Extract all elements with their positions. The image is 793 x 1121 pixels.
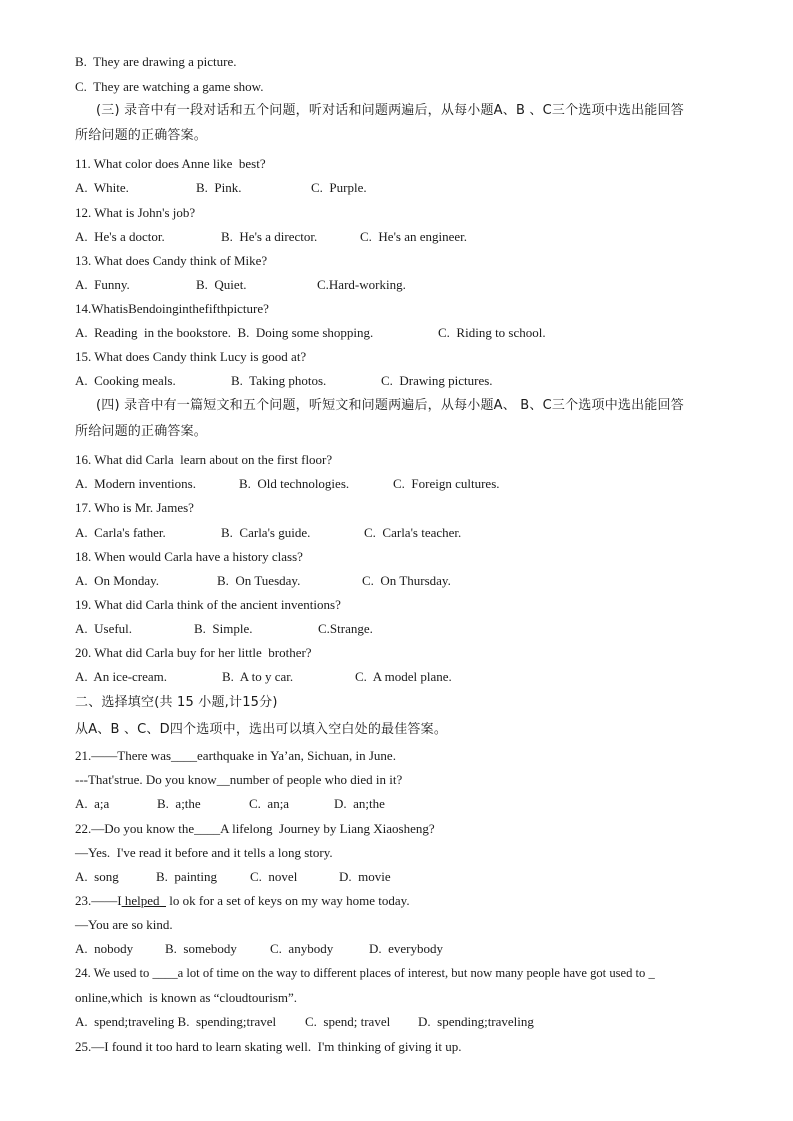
q16-option-b: B. Old technologies.	[239, 476, 350, 491]
q11-option-a: A. White.	[75, 180, 129, 195]
part2-heading: 二、选择填空(共 15 小题,计15分)	[75, 695, 278, 710]
q21-option-d: D. an;the	[334, 796, 385, 811]
q22-option-b: B. painting	[156, 869, 218, 884]
q23-option-d: D. everybody	[369, 941, 444, 956]
question-22: 22.—Do you know the____A lifelong Journey by Liang Xiaosheng?	[75, 821, 435, 836]
q14-options-a-b: A. Reading in the bookstore. B. Doing some shopping.	[75, 325, 374, 340]
q17-option-b: B. Carla's guide.	[221, 525, 311, 540]
q19-option-c: C.Strange.	[318, 621, 373, 636]
section3-instruction-cont: 所给问题的正确答案。	[75, 128, 208, 143]
q20-option-a: A. An ice-cream.	[75, 669, 168, 684]
question-21-reply: ---That'strue. Do you know__number of people who died in it?	[75, 772, 403, 787]
q20-option-c: C. A model plane.	[355, 669, 452, 684]
q24-options-a-b: A. spend;traveling B. spending;travel	[75, 1014, 277, 1029]
q10-option-b: B. They are drawing a picture.	[75, 54, 237, 69]
section4-instruction: (四) 录音中有一篇短文和五个问题，听短文和问题两遍后，从每小题A、 B、C三个选项中选出能回答	[96, 398, 684, 413]
q23-option-b: B. somebody	[165, 941, 237, 956]
q12-option-c: C. He's an engineer.	[360, 229, 468, 244]
question-24: 24. We used to ____a lot of time on the way to different places of interest, but now many people have got used to _	[75, 966, 655, 980]
q11-option-c: C. Purple.	[311, 180, 367, 195]
q17-option-a: A. Carla's father.	[75, 525, 166, 540]
question-14: 14.WhatisBendoinginthefifthpicture?	[75, 301, 269, 316]
question-21: 21.——There was____earthquake in Ya’an, Sichuan, in June.	[75, 748, 396, 763]
q17-option-c: C. Carla's teacher.	[364, 525, 462, 540]
question-24-cont: online,which is known as “cloudtourism”.	[75, 990, 298, 1005]
question-22-reply: —Yes. I've read it before and it tells a long story.	[75, 845, 333, 860]
q16-option-c: C. Foreign cultures.	[393, 476, 500, 491]
section4-instruction-cont: 所给问题的正确答案。	[75, 424, 208, 439]
q22-option-a: A. song	[75, 869, 119, 884]
question-25: 25.—I found it too hard to learn skating well. I'm thinking of giving it up.	[75, 1039, 462, 1054]
question-13: 13. What does Candy think of Mike?	[75, 253, 268, 268]
question-12: 12. What is John's job?	[75, 205, 196, 220]
question-19: 19. What did Carla think of the ancient inventions?	[75, 597, 341, 612]
question-16: 16. What did Carla learn about on the first floor?	[75, 452, 333, 467]
q15-option-b: B. Taking photos.	[231, 373, 327, 388]
part2-instruction: 从A、B 、C、D四个选项中，选出可以填入空白处的最佳答案。	[75, 722, 448, 737]
q12-option-b: B. He's a director.	[221, 229, 318, 244]
question-23-end: lo ok for a set of keys on my way home today.	[166, 893, 410, 908]
q22-option-d: D. movie	[339, 869, 391, 884]
question-15: 15. What does Candy think Lucy is good at?	[75, 349, 307, 364]
q18-option-a: A. On Monday.	[75, 573, 160, 588]
q13-option-b: B. Quiet.	[196, 277, 247, 292]
question-20: 20. What did Carla buy for her little brother?	[75, 645, 312, 660]
section3-instruction: (三) 录音中有一段对话和五个问题，听对话和问题两遍后，从每小题A、B 、C三个选项中选出能回答	[96, 103, 684, 118]
q19-option-a: A. Useful.	[75, 621, 133, 636]
q18-option-b: B. On Tuesday.	[217, 573, 301, 588]
question-18: 18. When would Carla have a history class?	[75, 549, 303, 564]
question-23-start: 23.——I	[75, 893, 122, 908]
q23-option-a: A. nobody	[75, 941, 134, 956]
q13-option-a: A. Funny.	[75, 277, 130, 292]
q20-option-b: B. A to y car.	[222, 669, 294, 684]
question-11: 11. What color does Anne like best?	[75, 156, 266, 171]
q21-option-c: C. an;a	[249, 796, 290, 811]
question-23	[75, 893, 410, 909]
q23-option-c: C. anybody	[270, 941, 334, 956]
question-23-underlined: helped	[121, 893, 166, 908]
q15-option-c: C. Drawing pictures.	[381, 373, 493, 388]
q12-option-a: A. He's a doctor.	[75, 229, 165, 244]
q14-option-c: C. Riding to school.	[438, 325, 546, 340]
q18-option-c: C. On Thursday.	[362, 573, 451, 588]
q21-option-b: B. a;the	[157, 796, 201, 811]
q16-option-a: A. Modern inventions.	[75, 476, 196, 491]
q10-option-c: C. They are watching a game show.	[75, 79, 264, 94]
question-17: 17. Who is Mr. James?	[75, 500, 194, 515]
q21-option-a: A. a;a	[75, 796, 110, 811]
q24-option-c: C. spend; travel	[305, 1014, 391, 1029]
q19-option-b: B. Simple.	[194, 621, 253, 636]
question-23-reply: —You are so kind.	[75, 917, 173, 932]
q24-option-d: D. spending;traveling	[418, 1014, 534, 1029]
q11-option-b: B. Pink.	[196, 180, 242, 195]
q22-option-c: C. novel	[250, 869, 298, 884]
q15-option-a: A. Cooking meals.	[75, 373, 176, 388]
q13-option-c: C.Hard-working.	[317, 277, 406, 292]
